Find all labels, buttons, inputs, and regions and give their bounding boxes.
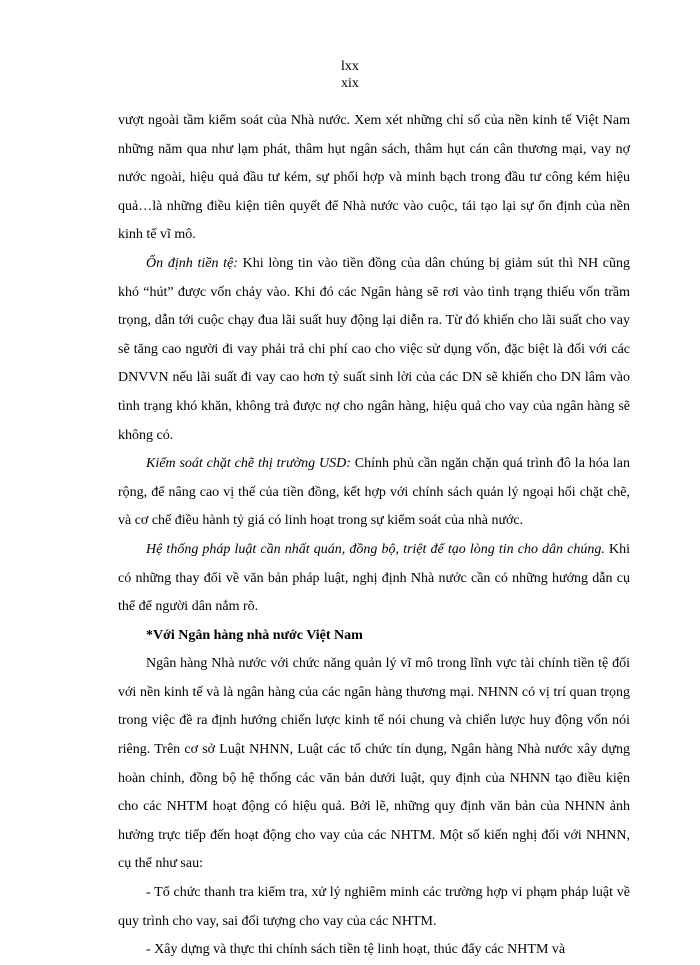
paragraph-1: vượt ngoài tầm kiểm soát của Nhà nước. Xem xét những chỉ số của nền kinh tế Việt Nam những năm qua như lạm phát, thâm hụt ngân sách, thâm hụt cán cân thương mại, vay nợ nước ngoài, hiệu quả đầu tư kém, sự phối hợp và minh bạch trong đầu tư công kém hiệu quả…là những điều kiện tiên quyết để Nhà nước vào cuộc, tái tạo lại sự ổn định của nền kinh tế vĩ mô. — [118, 113, 630, 243]
paragraph-body: Chính phủ cần ngăn chặn quá trình đô la hóa lan rộng, để nâng cao vị thế của tiền đồng, kết hợp với chính sách quản lý ngoại hối chặt chẽ, và cơ chế điều hành tỷ giá có linh hoạt trong sự kiểm soát của nhà nước. — [118, 456, 630, 529]
page-number-secondary: xix — [341, 76, 359, 91]
paragraph-monetary-stability — [118, 250, 630, 450]
paragraph-usd-control — [118, 450, 630, 536]
page-number-block — [0, 58, 700, 92]
paragraph-lead: Hệ thống pháp luật cần nhất quán, đồng bộ, triệt để tạo lòng tin cho dân chúng. — [146, 541, 605, 557]
paragraph-lead: Kiểm soát chặt chẽ thị trường USD: — [146, 456, 351, 472]
body-text — [118, 107, 630, 965]
list-item-monetary-policy: - Xây dựng và thực thi chính sách tiền tệ linh hoạt, thúc đẩy các NHTM và — [146, 942, 566, 958]
paragraph-body: Khi có những thay đổi về văn bản pháp luật, nghị định Nhà nước cần có những hướng dẫn cụ thể để người dân nắm rõ. — [118, 541, 630, 615]
paragraph-body: Khi lòng tin vào tiền đồng của dân chúng bị giảm sút thì NH cũng khó “hút” được vốn chảy vào. Khi đó các Ngân hàng sẽ rơi vào tình trạng thiếu vốn trầm trọng, dẫn tới cuộc chạy đua lãi suất huy động lại diễn ra. Từ đó khiến cho lãi suất cho vay sẽ tăng cao người đi vay phải trả chi phí cao cho việc sử dụng vốn, đặc biệt là đối với các DNVVN nếu lãi suất đi vay cao hơn tỷ suất sinh lời của các DN sẽ khiến cho DN lâm vào tình trạng khó khăn, không trả được nợ cho ngân hàng, hiệu quả cho vay của ngân hàng sẽ không có. — [118, 255, 630, 443]
page-number-primary: lxx — [341, 59, 359, 74]
paragraph-legal-system — [118, 536, 630, 622]
paragraph-lead: Ổn định tiền tệ: — [146, 255, 238, 271]
section-heading: *Với Ngân hàng nhà nước Việt Nam — [146, 627, 363, 643]
list-item-inspection: - Tổ chức thanh tra kiểm tra, xử lý nghiêm minh các trường hợp vi phạm pháp luật về quy trình cho vay, sai đối tượng cho vay của các NHTM. — [118, 885, 630, 929]
paragraph-state-bank: Ngân hàng Nhà nước với chức năng quản lý vĩ mô trong lĩnh vực tài chính tiền tệ đối với nền kinh tế và là ngân hàng của các ngân hàng thương mại. NHNN có vị trí quan trọng trong việc đề ra định hướng chiến lược kinh tế nói chung và chiến lược huy động vốn nói riêng. Trên cơ sở Luật NHNN, Luật các tổ chức tín dụng, Ngân hàng Nhà nước xây dựng hoàn chỉnh, đồng bộ hệ thống các văn bản dưới luật, quy định của NHNN tạo điều kiện cho các NHTM hoạt động có hiệu quả. Bởi lẽ, những quy định văn bản của NHNN ảnh hưởng trực tiếp đến hoạt động cho vay của các NHTM. Một số kiến nghị đối với NHNN, cụ thể như sau: — [118, 656, 630, 872]
